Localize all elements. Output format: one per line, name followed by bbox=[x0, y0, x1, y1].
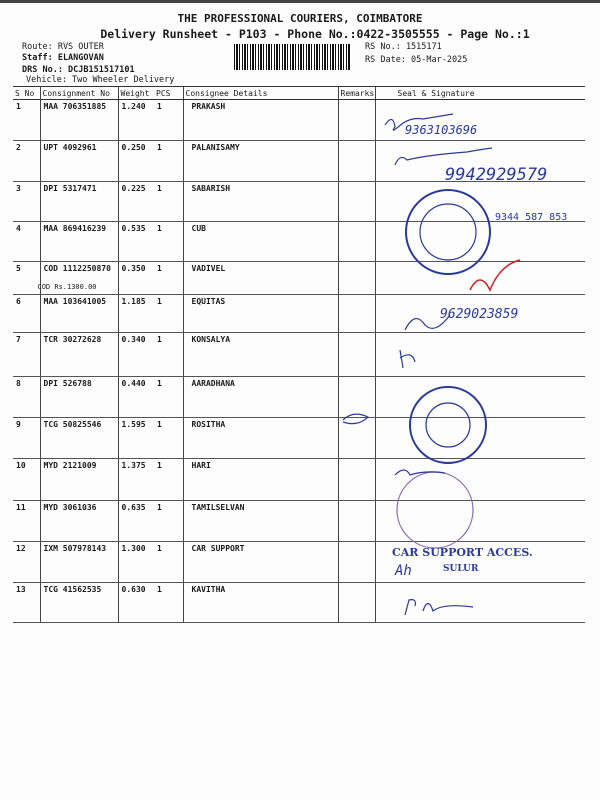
cell-sno: 13 bbox=[13, 583, 40, 623]
signature-1-phone: 9363103696 bbox=[405, 123, 478, 137]
cell-consignment bbox=[37, 262, 118, 295]
cell-consignment: MAA 706351885 bbox=[40, 100, 118, 141]
cell-pcs: 1 bbox=[154, 542, 183, 583]
cell-pcs: 1 bbox=[154, 262, 183, 295]
cell-consignee: PALANISAMY bbox=[183, 141, 338, 182]
cell-consignment: MYD 3061036 bbox=[40, 501, 118, 542]
cell-pcs: 1 bbox=[154, 418, 183, 459]
table-row bbox=[13, 459, 585, 501]
cell-remarks bbox=[338, 141, 375, 182]
cell-weight: 0.535 bbox=[118, 222, 154, 262]
table-row bbox=[13, 295, 585, 333]
cell-remarks bbox=[338, 295, 375, 333]
cell-sno: 9 bbox=[13, 418, 40, 459]
cell-sno: 8 bbox=[13, 377, 40, 418]
cell-consignee: PRAKASH bbox=[183, 100, 338, 141]
cell-consignee: HARI bbox=[183, 459, 338, 501]
col-weight: Weight bbox=[118, 87, 154, 100]
rs-date: RS Date: 05-Mar-2025 bbox=[365, 55, 468, 65]
runsheet-table bbox=[13, 86, 585, 623]
cell-consignee: TAMILSELVAN bbox=[183, 501, 338, 542]
cell-sno: 4 bbox=[13, 222, 40, 262]
cell-pcs: 1 bbox=[154, 333, 183, 377]
cell-seal-signature bbox=[375, 501, 585, 542]
cell-weight: 0.630 bbox=[118, 583, 154, 623]
cell-weight: 0.350 bbox=[118, 262, 154, 295]
cell-consignee: SABARISH bbox=[183, 182, 338, 222]
cell-weight: 1.240 bbox=[118, 100, 154, 141]
cell-sno: 2 bbox=[13, 141, 40, 182]
cell-remarks bbox=[338, 501, 375, 542]
vehicle: Vehicle: Two Wheeler Delivery bbox=[26, 75, 175, 85]
table-row bbox=[13, 141, 585, 182]
table-row bbox=[13, 262, 585, 295]
cell-remarks bbox=[338, 182, 375, 222]
cell-weight: 1.185 bbox=[118, 295, 154, 333]
cell-seal-signature bbox=[375, 333, 585, 377]
stamp-sulur: SULUR bbox=[443, 564, 479, 574]
cell-sno: 3 bbox=[13, 182, 40, 222]
signature-2-phone: 9942929579 bbox=[445, 165, 548, 185]
cell-consignment: UPT 4092961 bbox=[40, 141, 118, 182]
col-remarks: Remarks bbox=[338, 87, 375, 100]
col-seal: Seal & Signature bbox=[375, 87, 585, 100]
col-consignee: Consignee Details bbox=[183, 87, 338, 100]
cell-seal-signature bbox=[375, 222, 585, 262]
cell-pcs: 1 bbox=[154, 459, 183, 501]
cell-pcs: 1 bbox=[154, 141, 183, 182]
cell-remarks bbox=[338, 583, 375, 623]
table-row bbox=[13, 333, 585, 377]
cell-consignee: CUB bbox=[183, 222, 338, 262]
cell-pcs: 1 bbox=[154, 222, 183, 262]
cell-consignment: TCG 50825546 bbox=[40, 418, 118, 459]
cell-weight: 0.440 bbox=[118, 377, 154, 418]
table-row bbox=[13, 542, 585, 583]
cell-pcs: 1 bbox=[154, 501, 183, 542]
col-consignment: Consignment No bbox=[40, 87, 118, 100]
cell-weight: 0.225 bbox=[118, 182, 154, 222]
cell-sno: 5 bbox=[13, 262, 40, 295]
cell-consignment: MAA 103641005 bbox=[40, 295, 118, 333]
cell-seal-signature bbox=[375, 542, 585, 583]
cell-consignment: DPI 5317471 bbox=[40, 182, 118, 222]
table-row bbox=[13, 583, 585, 623]
svg-text:9629023859: 9629023859 bbox=[440, 307, 519, 322]
cell-sno: 10 bbox=[13, 459, 40, 501]
svg-text:9344 587 853: 9344 587 853 bbox=[495, 212, 568, 223]
scan-edge bbox=[0, 0, 600, 3]
cell-pcs: 1 bbox=[154, 583, 183, 623]
cell-remarks bbox=[338, 262, 375, 295]
table-row bbox=[13, 100, 585, 141]
cell-weight: 0.250 bbox=[118, 141, 154, 182]
cell-pcs: 1 bbox=[154, 100, 183, 141]
cell-consignment: TCR 30272628 bbox=[40, 333, 118, 377]
cell-consignee: CAR SUPPORT bbox=[183, 542, 338, 583]
table-row bbox=[13, 501, 585, 542]
rs-no: RS No.: 1515171 bbox=[365, 42, 442, 52]
cell-seal-signature bbox=[375, 459, 585, 501]
cell-consignment: MAA 869416239 bbox=[40, 222, 118, 262]
cell-sno: 11 bbox=[13, 501, 40, 542]
cell-consignee: KAVITHA bbox=[183, 583, 338, 623]
table-header bbox=[13, 87, 585, 100]
runsheet-subtitle: Delivery Runsheet - P103 - Phone No.:0422-3505555 - Page No.:1 bbox=[100, 27, 530, 41]
cell-remarks bbox=[338, 459, 375, 501]
cell-remarks bbox=[338, 222, 375, 262]
cell-sno: 1 bbox=[13, 100, 40, 141]
cell-sno: 12 bbox=[13, 542, 40, 583]
col-pcs: PCS bbox=[154, 87, 183, 100]
cell-consignee: ROSITHA bbox=[183, 418, 338, 459]
table-row bbox=[13, 418, 585, 459]
staff: Staff: ELANGOVAN bbox=[22, 53, 104, 63]
cell-consignee: EQUITAS bbox=[183, 295, 338, 333]
barcode bbox=[234, 44, 350, 70]
col-sno: S No bbox=[13, 87, 40, 100]
cell-consignee: AARADHANA bbox=[183, 377, 338, 418]
cell-consignment: DPI 526788 bbox=[40, 377, 118, 418]
cell-remarks bbox=[338, 418, 375, 459]
cell-weight: 1.375 bbox=[118, 459, 154, 501]
cell-consignment: IXM 507978143 bbox=[40, 542, 118, 583]
cell-remarks bbox=[338, 377, 375, 418]
cell-seal-signature bbox=[375, 418, 585, 459]
cell-seal-signature bbox=[375, 141, 585, 182]
cod-amount: COD Rs.1300.00 bbox=[37, 283, 97, 291]
svg-text:Ah: Ah bbox=[395, 563, 412, 579]
cell-consignment: MYD 2121009 bbox=[40, 459, 118, 501]
cell-seal-signature bbox=[375, 583, 585, 623]
cell-consignment: TCG 41562535 bbox=[40, 583, 118, 623]
consignment-no: COD 1112250870 bbox=[43, 264, 111, 273]
cell-weight: 0.340 bbox=[118, 333, 154, 377]
cell-consignee: KONSALYA bbox=[183, 333, 338, 377]
table-row bbox=[13, 222, 585, 262]
stamp-car-support: CAR SUPPORT ACCES. bbox=[392, 546, 533, 559]
company-title: THE PROFESSIONAL COURIERS, COIMBATORE bbox=[177, 12, 423, 25]
cell-seal-signature bbox=[375, 262, 585, 295]
cell-remarks bbox=[338, 333, 375, 377]
cell-sno: 6 bbox=[13, 295, 40, 333]
cell-remarks bbox=[338, 542, 375, 583]
cell-seal-signature bbox=[375, 182, 585, 222]
cell-pcs: 1 bbox=[154, 377, 183, 418]
table-row bbox=[13, 377, 585, 418]
route: Route: RVS OUTER bbox=[22, 42, 104, 52]
cell-pcs: 1 bbox=[154, 295, 183, 333]
cell-pcs: 1 bbox=[154, 182, 183, 222]
cell-sno: 7 bbox=[13, 333, 40, 377]
cell-seal-signature bbox=[375, 295, 585, 333]
cell-remarks bbox=[338, 100, 375, 141]
cell-weight: 1.300 bbox=[118, 542, 154, 583]
cell-seal-signature bbox=[375, 100, 585, 141]
cell-weight: 0.635 bbox=[118, 501, 154, 542]
table-row bbox=[13, 182, 585, 222]
cell-consignee: VADIVEL bbox=[183, 262, 338, 295]
cell-seal-signature bbox=[375, 377, 585, 418]
cell-weight: 1.595 bbox=[118, 418, 154, 459]
drs-no: DRS No.: DCJB151517101 bbox=[22, 65, 135, 75]
